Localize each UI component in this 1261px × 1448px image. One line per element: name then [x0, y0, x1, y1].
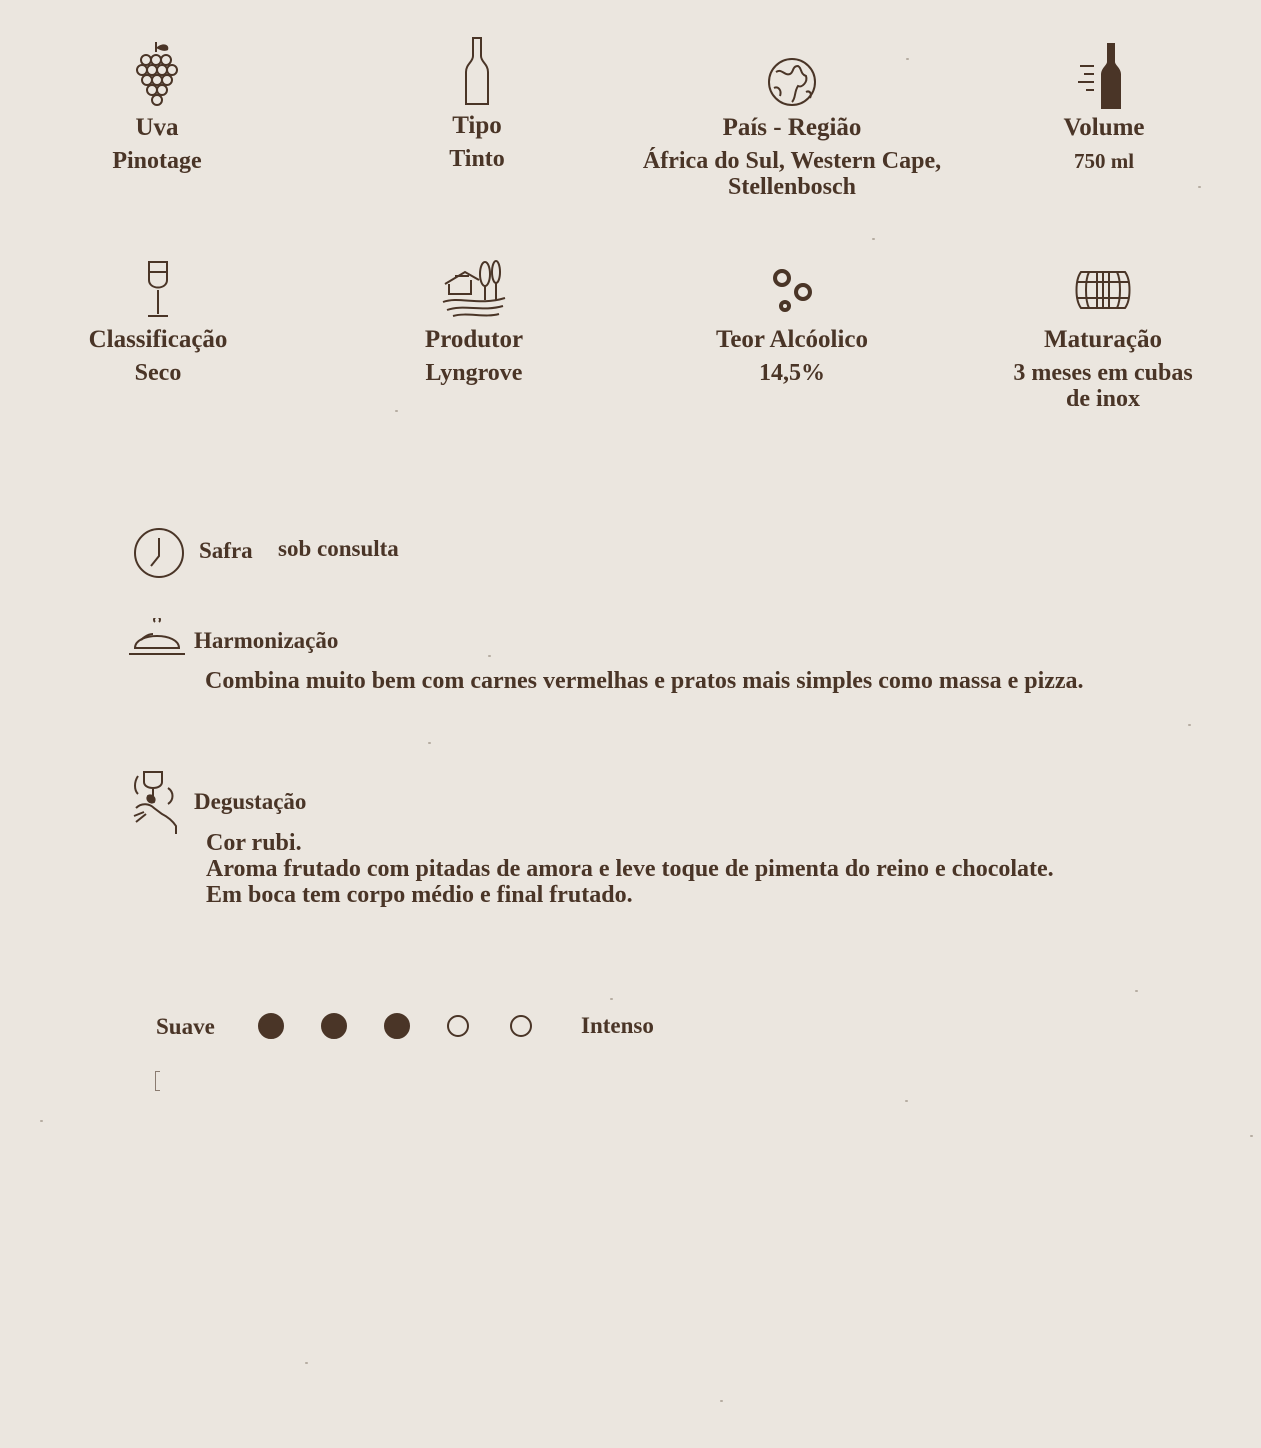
spec-value: Tinto [449, 146, 505, 172]
spec-tipo [307, 36, 647, 172]
spec-label: Uva [135, 114, 179, 141]
spec-maturacao [933, 250, 1261, 412]
tasting-hand-icon [132, 768, 184, 841]
bottle-volume-icon [934, 38, 1261, 110]
wine-glass-icon [0, 250, 328, 322]
spec-label: País - Região [722, 114, 862, 141]
spec-label: Tipo [452, 112, 502, 139]
degustacao-label: Degustação [194, 789, 307, 814]
spec-value: Lyngrove [425, 360, 523, 386]
bottle-icon [307, 36, 647, 108]
spec-volume [934, 38, 1261, 174]
intensity-dot-filled [258, 1013, 284, 1039]
spec-value: Pinotage [112, 148, 202, 174]
spec-label: Maturação [1043, 326, 1163, 353]
intensity-min-label: Suave [156, 1014, 215, 1039]
vineyard-icon [304, 250, 644, 322]
spec-pais-regiao [622, 38, 962, 200]
spec-classificacao [0, 250, 328, 386]
spec-uva [0, 38, 327, 174]
spec-teor-alcoolico [622, 250, 962, 386]
spec-label: Classificação [88, 326, 228, 353]
barrel-icon [933, 250, 1261, 322]
safra-value: sob consulta [278, 536, 399, 561]
intensity-max-label: Intenso [581, 1013, 654, 1038]
harmonizacao-text: Combina muito bem com carnes vermelhas e pratos mais simples como massa e pizza. [205, 668, 1084, 694]
spec-value: 750 ml [1073, 149, 1135, 173]
spec-label: Produtor [424, 326, 524, 353]
intensity-dot-empty [510, 1015, 532, 1037]
clock-icon [132, 526, 186, 585]
spec-produtor [304, 250, 644, 386]
harmonizacao-label: Harmonização [194, 628, 339, 653]
spec-value: 14,5% [759, 360, 825, 386]
spec-label: Volume [1063, 114, 1145, 141]
spec-value: 3 meses em cubas de inox [1013, 360, 1193, 412]
cloche-icon [127, 618, 187, 663]
spec-value: África do Sul, Western Cape, Stellenbosch [642, 148, 942, 200]
spec-label: Teor Alcóolico [715, 326, 869, 353]
bubbles-icon [622, 250, 962, 322]
grape-icon [0, 38, 327, 110]
degustacao-text: Cor rubi. Aroma frutado com pitadas de amora e leve toque de pimenta do reino e chocolate. Em boca tem corpo médio e final frutado. [206, 830, 1054, 908]
intensity-dot-filled [321, 1013, 347, 1039]
globe-icon [622, 38, 962, 110]
safra-label: Safra [199, 538, 253, 563]
intensity-dot-filled [384, 1013, 410, 1039]
divider-mark [155, 1071, 160, 1091]
intensity-scale [156, 1010, 676, 1050]
intensity-dot-empty [447, 1015, 469, 1037]
spec-value: Seco [134, 360, 182, 386]
